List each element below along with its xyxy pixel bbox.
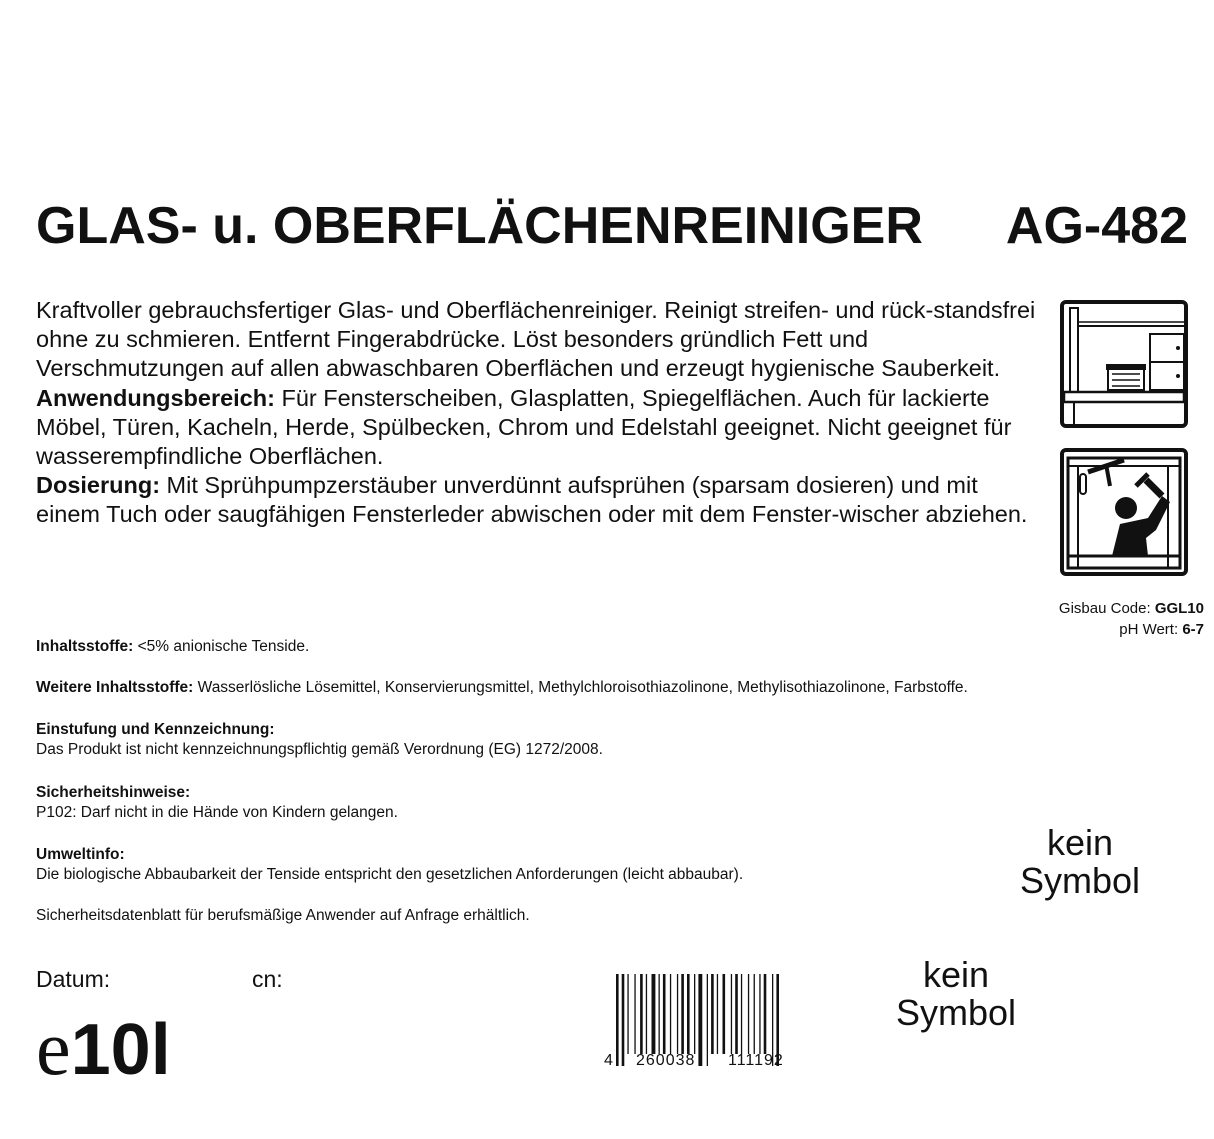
barcode-bar — [652, 974, 656, 1054]
no-symbol-note-1 — [1012, 824, 1148, 900]
application-text: Für Fensterscheiben, Glasplatten, Spiegelflächen. Auch für lackierte Möbel, Türen, Kacheln, Herde, Spülbecken, Chrom und Edelstahl geeignet. Nicht geeignet für wasserempfindliche Oberflächen. — [36, 384, 1012, 470]
environment-section — [36, 845, 743, 885]
ingredients-label: Inhaltsstoffe: — [36, 638, 134, 655]
window-cleaning-icon — [1060, 448, 1188, 576]
gisbau-label: Gisbau Code: — [1058, 600, 1155, 617]
product-code: AG-482 — [1005, 197, 1188, 255]
ph-number: 6-7 — [1182, 621, 1204, 638]
barcode-bar — [681, 974, 684, 1054]
application-paragraph — [36, 384, 1036, 472]
barcode-bar — [731, 974, 732, 1054]
no-symbol-line-2: Symbol — [1019, 860, 1141, 901]
further-ingredients-label: Weitere Inhaltsstoffe: — [36, 679, 194, 696]
no-symbol-note-2 — [888, 956, 1024, 1032]
barcode-bar — [670, 974, 671, 1054]
description-intro: Kraftvoller gebrauchsfertiger Glas- und Oberflächenreiniger. Reinigt streifen- und rück-standsfrei ohne zu schmieren. Entfernt Fingerabdrücke. Löst besonders gründlich Fett und Verschmutzungen auf allen abwaschbaren Oberflächen und erzeugt hygienische Sauberkeit. — [36, 297, 1036, 382]
classification-section — [36, 720, 603, 760]
barcode-bar — [634, 974, 635, 1054]
gisbau-code — [1059, 600, 1204, 617]
ph-label: pH Wert: — [1119, 621, 1183, 638]
barcode-bar — [707, 974, 708, 1066]
barcode-bar — [754, 974, 755, 1054]
further-ingredients-line — [36, 678, 968, 698]
application-label: Anwendungsbereich: — [36, 384, 275, 411]
barcode-bar — [735, 974, 738, 1054]
barcode-bar — [663, 974, 666, 1054]
barcode-bar — [646, 974, 647, 1054]
dosage-paragraph — [36, 471, 1036, 529]
no-symbol-line-1: kein — [1046, 822, 1114, 863]
volume-mark — [36, 1003, 171, 1093]
ingredients-text: <5% anionische Tenside. — [133, 638, 310, 655]
barcode-bar — [717, 974, 718, 1054]
ingredients-line — [36, 637, 309, 657]
barcode-bar — [711, 974, 714, 1054]
safety-label: Sicherheitshinweise: — [36, 784, 191, 801]
estimated-sign: e — [36, 1004, 71, 1091]
gisbau-value: GGL10 — [1154, 600, 1204, 617]
dosage-text: Mit Sprühpumpzerstäuber unverdünnt aufsprühen (sparsam dosieren) und mit einem Tuch oder saugfähigen Fensterleder abwischen oder mit dem Fenster-wischer abziehen. — [36, 472, 1028, 528]
barcode-bar — [677, 974, 678, 1054]
safety-section — [36, 783, 398, 823]
product-title: GLAS- u. OBERFLÄCHENREINIGER — [36, 197, 923, 255]
barcode-bar — [616, 974, 619, 1066]
barcode-group-2: 111192 — [728, 1052, 784, 1069]
safety-text: P102: Darf nicht in die Hände von Kindern gelangen. — [36, 804, 398, 821]
barcode-digit-first: 4 — [604, 1052, 613, 1069]
ph-value — [1119, 621, 1204, 638]
barcode-bar — [698, 974, 702, 1066]
no-symbol-line-1: kein — [922, 954, 990, 995]
barcode-bar — [622, 974, 625, 1066]
barcode-group-1: 260038 — [636, 1052, 696, 1069]
date-label: Datum: — [36, 966, 111, 992]
barcode-bar — [627, 974, 628, 1054]
barcode-bar — [748, 974, 749, 1054]
barcode-bar — [694, 974, 695, 1054]
environment-text: Die biologische Abbaubarkeit der Tenside entspricht den gesetzlichen Anforderungen (leicht abbaubar). — [36, 866, 744, 883]
classification-label: Einstufung und Kennzeichnung: — [36, 721, 275, 738]
barcode-bar — [759, 974, 760, 1054]
datasheet-note: Sicherheitsdatenblatt für berufsmäßige Anwender auf Anfrage erhältlich. — [36, 907, 530, 924]
further-ingredients-text: Wasserlösliche Lösemittel, Konservierungsmittel, Methylchloroisothiazolinone, Methylisothiazolinone, Farbstoffe. — [193, 679, 968, 696]
barcode-bar — [723, 974, 726, 1054]
barcode-bar — [687, 974, 690, 1054]
classification-text: Das Produkt ist nicht kennzeichnungspflichtig gemäß Verordnung (EG) 1272/2008. — [36, 741, 603, 758]
barcode-bar — [640, 974, 643, 1054]
barcode-bar — [764, 974, 767, 1054]
description-block — [36, 296, 1036, 530]
dosage-label: Dosierung: — [36, 472, 161, 499]
volume-value: 10l — [70, 1010, 171, 1090]
cn-label: cn: — [252, 966, 283, 992]
barcode-bar — [659, 974, 660, 1054]
barcode-bar — [741, 974, 742, 1054]
environment-label: Umweltinfo: — [36, 846, 125, 863]
kitchen-surface-icon — [1060, 300, 1188, 428]
no-symbol-line-2: Symbol — [895, 992, 1017, 1033]
